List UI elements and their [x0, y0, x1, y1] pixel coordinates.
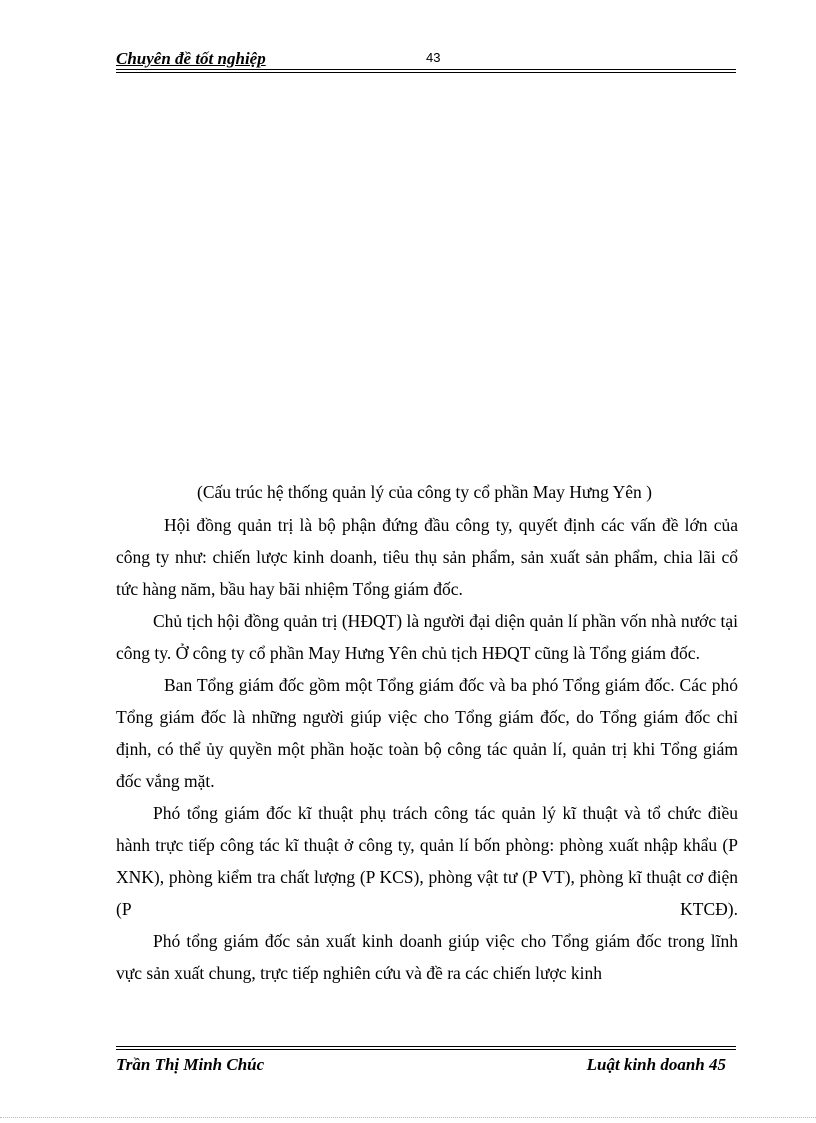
paragraph: Ban Tổng giám đốc gồm một Tổng giám đốc và ba phó Tổng giám đốc. Các phó Tổng giám đốc là những người giúp việc cho Tổng giám đốc, do Tổng giám đốc chỉ định, có thể ủy quyền một phần hoặc toàn bộ công tác quản lí, quản trị khi Tổng giám đốc vắng mặt. [116, 675, 738, 791]
page-footer [116, 1046, 736, 1080]
page-edge-divider [0, 1117, 816, 1118]
header-divider [116, 69, 736, 73]
body-text [116, 509, 738, 989]
figure-caption: (Cấu trúc hệ thống quản lý của công ty cổ phần May Hưng Yên ) [197, 482, 652, 502]
paragraph: Chủ tịch hội đồng quản trị (HĐQT) là người đại diện quản lí phần vốn nhà nước tại công ty. Ở công ty cổ phần May Hưng Yên chủ tịch HĐQT cũng là Tổng giám đốc. [116, 611, 738, 663]
document-title: Chuyên đề tốt nghiệp [116, 49, 266, 68]
page-number: 43 [426, 50, 441, 65]
page-header [116, 46, 736, 76]
footer-divider [116, 1046, 736, 1050]
paragraph: Hội đồng quản trị là bộ phận đứng đầu công ty, quyết định các vấn đề lớn của công ty như: chiến lược kinh doanh, tiêu thụ sản phẩm, sản xuất sản phẩm, chia lãi cổ tức hàng năm, bầu hay bãi nhiệm Tổng giám đốc. [116, 515, 738, 599]
paragraph: Phó tổng giám đốc kĩ thuật phụ trách công tác quản lý kĩ thuật và tổ chức điều hành trực tiếp công tác kĩ thuật ở công ty, quản lí bốn phòng: phòng xuất nhập khẩu (P XNK), phòng kiểm tra chất lượng (P KCS), phòng vật tư (P VT), phòng kĩ thuật cơ điện (P KTCĐ). [116, 803, 738, 919]
paragraph: Phó tổng giám đốc sản xuất kinh doanh giúp việc cho Tổng giám đốc trong lĩnh vực sản xuất chung, trực tiếp nghiên cứu và đề ra các chiến lược kinh [116, 931, 738, 983]
class-label: Luật kinh doanh 45 [586, 1055, 726, 1074]
author-name: Trần Thị Minh Chúc [116, 1055, 265, 1074]
